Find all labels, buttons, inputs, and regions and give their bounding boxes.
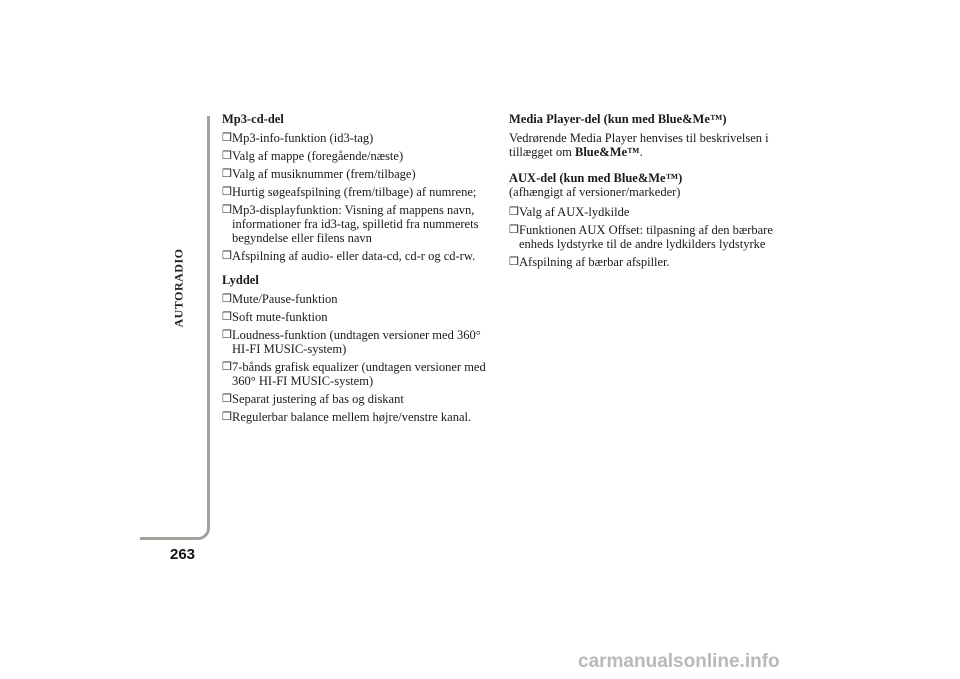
bullet-icon: ❒ [509, 224, 519, 236]
page-frame [140, 116, 210, 540]
list-item: ❒ Separat justering af bas og diskant [222, 392, 404, 406]
brand-name: Blue&Me™ [574, 145, 640, 159]
section-label: AUTORADIO [171, 248, 186, 328]
bullet-icon: ❒ [222, 311, 232, 323]
bullet-icon: ❒ [222, 186, 232, 198]
bullet-icon: ❒ [222, 250, 232, 262]
bullet-icon: ❒ [222, 393, 232, 405]
mp3-list [222, 131, 500, 263]
left-column [222, 112, 500, 428]
bullet-icon: ❒ [222, 329, 232, 341]
list-item: ❒ Regulerbar balance mellem højre/venstre kanal. [222, 410, 472, 424]
watermark: carmanualsonline.info [578, 651, 780, 672]
mp3-heading: Mp3-cd-del [222, 112, 284, 126]
bullet-icon: ❒ [509, 256, 519, 268]
list-item: ❒ Soft mute-funktion [222, 310, 328, 324]
aux-list [509, 205, 794, 269]
bullet-icon: ❒ [222, 361, 232, 373]
aux-subheading: (afhængigt af versioner/markeder) [509, 185, 681, 199]
list-item: ❒ Valg af musiknummer (frem/tilbage) [222, 167, 416, 181]
page-number: 263 [170, 546, 196, 563]
list-item: ❒ Mute/Pause-funktion [222, 292, 338, 306]
list-item: ❒ Afspilning af audio- eller data-cd, cd-r og cd-rw. [222, 249, 476, 263]
bullet-icon: ❒ [222, 411, 232, 423]
list-item: ❒ Loudness-funktion (undtagen versioner med 360° HI-FI MUSIC-system) [222, 328, 481, 356]
right-column [509, 112, 794, 273]
aux-heading: AUX-del (kun med Blue&Me™) [509, 171, 683, 185]
list-item: ❒ Funktionen AUX Offset: tilpasning af den bærbare enheds lydstyrke til de andre lydkilders lydstyrke [509, 223, 773, 251]
bullet-icon: ❒ [222, 293, 232, 305]
bullet-icon: ❒ [222, 204, 232, 216]
list-item: ❒ Hurtig søgeafspilning (frem/tilbage) af numrene; [222, 185, 477, 199]
sound-list [222, 292, 500, 424]
bullet-icon: ❒ [222, 132, 232, 144]
list-item: ❒ Valg af mappe (foregående/næste) [222, 149, 404, 163]
media-paragraph: Vedrørende Media Player henvises til beskrivelsen i tillægget om Blue&Me™. [509, 131, 769, 159]
list-item: ❒ 7-bånds grafisk equalizer (undtagen versioner med 360° HI-FI MUSIC-system) [222, 360, 486, 388]
bullet-icon: ❒ [222, 150, 232, 162]
media-heading: Media Player-del (kun med Blue&Me™) [509, 112, 727, 126]
bullet-icon: ❒ [222, 168, 232, 180]
sound-heading: Lyddel [222, 273, 259, 287]
list-item: ❒ Mp3-displayfunktion: Visning af mappens navn, informationer fra id3-tag, spilletid fra nummerets begyndelse eller filens navn [222, 203, 479, 245]
list-item: ❒ Mp3-info-funktion (id3-tag) [222, 131, 374, 145]
list-item: ❒ Afspilning af bærbar afspiller. [509, 255, 670, 269]
bullet-icon: ❒ [509, 206, 519, 218]
list-item: ❒ Valg af AUX-lydkilde [509, 205, 630, 219]
